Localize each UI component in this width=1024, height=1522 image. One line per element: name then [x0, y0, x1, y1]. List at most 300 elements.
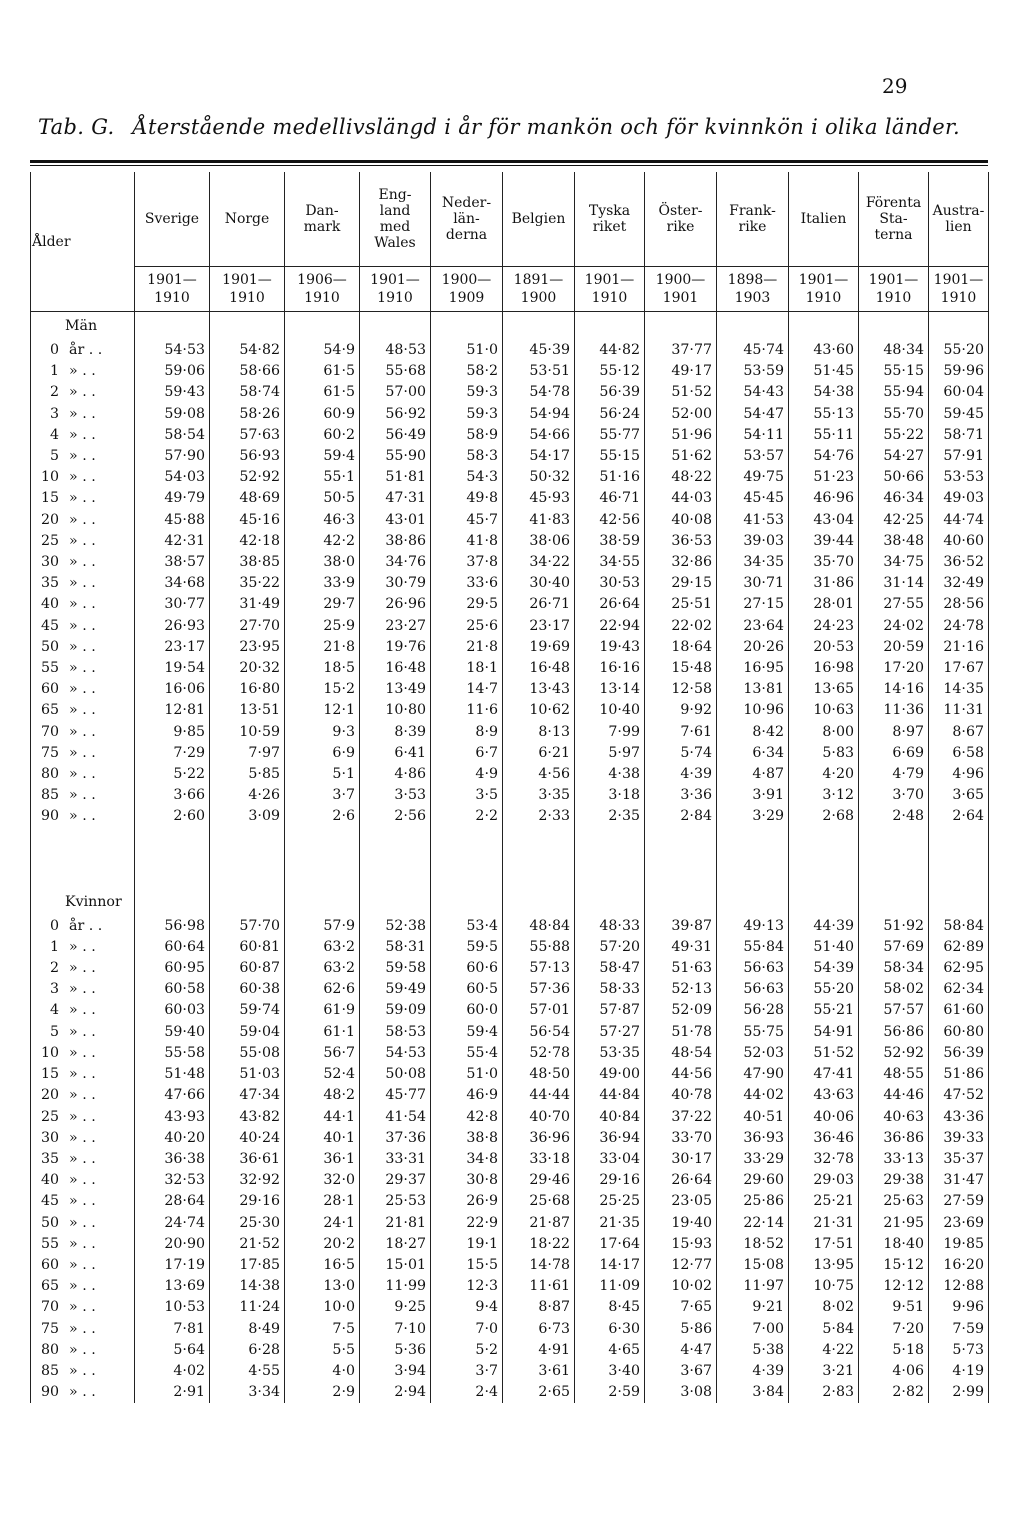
age-cell	[31, 446, 135, 467]
life-expectancy-cell: 38·06	[503, 531, 575, 552]
life-expectancy-cell: 40·20	[135, 1128, 210, 1149]
age-value: 5	[49, 448, 59, 465]
life-expectancy-cell: 8·39	[360, 722, 431, 743]
spacer-cell	[503, 828, 575, 888]
age-cell	[31, 594, 135, 615]
life-expectancy-cell: 60·81	[210, 937, 285, 958]
life-expectancy-cell: 55·90	[360, 446, 431, 467]
life-expectancy-cell: 16·5	[285, 1255, 360, 1276]
age-value: 70	[40, 723, 59, 740]
life-expectancy-cell: 54·66	[503, 425, 575, 446]
life-expectancy-cell: 5·74	[645, 743, 717, 764]
life-expectancy-cell: 23·69	[929, 1213, 989, 1234]
life-expectancy-cell: 45·16	[210, 510, 285, 531]
age-cell	[31, 1255, 135, 1276]
age-unit: » . .	[69, 469, 96, 486]
age-unit: » . .	[69, 981, 96, 998]
life-expectancy-cell: 55·4	[431, 1043, 503, 1064]
life-expectancy-cell: 51·52	[789, 1043, 859, 1064]
life-expectancy-cell: 52·00	[645, 404, 717, 425]
life-expectancy-cell: 61·60	[929, 1000, 989, 1021]
life-expectancy-cell: 12·81	[135, 700, 210, 721]
life-expectancy-cell: 53·59	[717, 361, 789, 382]
life-expectancy-cell: 11·36	[859, 700, 929, 721]
life-expectancy-cell: 24·74	[135, 1213, 210, 1234]
table-row	[31, 488, 989, 509]
life-expectancy-cell: 34·35	[717, 552, 789, 573]
life-expectancy-cell: 9·21	[717, 1297, 789, 1318]
life-expectancy-cell: 13·14	[575, 679, 645, 700]
life-expectancy-cell: 54·39	[789, 958, 859, 979]
life-expectancy-cell: 19·1	[431, 1234, 503, 1255]
life-expectancy-cell: 35·37	[929, 1149, 989, 1170]
life-expectancy-cell: 18·40	[859, 1234, 929, 1255]
life-expectancy-cell: 61·1	[285, 1022, 360, 1043]
life-expectancy-cell: 32·86	[645, 552, 717, 573]
life-expectancy-cell: 11·31	[929, 700, 989, 721]
life-expectancy-cell: 22·9	[431, 1213, 503, 1234]
age-unit: » . .	[69, 723, 96, 740]
age-cell	[31, 1361, 135, 1382]
table-row	[31, 658, 989, 679]
life-expectancy-cell: 50·5	[285, 488, 360, 509]
life-expectancy-cell: 21·81	[360, 1213, 431, 1234]
life-expectancy-cell: 2·48	[859, 806, 929, 827]
spacer-cell	[31, 828, 135, 888]
life-expectancy-cell: 55·20	[789, 979, 859, 1000]
age-cell	[31, 1000, 135, 1021]
age-value: 80	[40, 766, 59, 783]
life-expectancy-cell: 19·76	[360, 637, 431, 658]
life-expectancy-cell: 46·96	[789, 488, 859, 509]
table-row	[31, 361, 989, 382]
life-expectancy-cell: 34·55	[575, 552, 645, 573]
life-expectancy-cell: 41·83	[503, 510, 575, 531]
life-expectancy-cell: 27·15	[717, 594, 789, 615]
life-expectancy-cell: 59·09	[360, 1000, 431, 1021]
life-expectancy-cell: 24·23	[789, 616, 859, 637]
life-expectancy-cell: 7·59	[929, 1319, 989, 1340]
life-expectancy-cell: 2·65	[503, 1382, 575, 1403]
life-expectancy-cell: 33·13	[859, 1149, 929, 1170]
life-expectancy-cell: 14·38	[210, 1276, 285, 1297]
table-row	[31, 916, 989, 937]
life-expectancy-cell: 53·51	[503, 361, 575, 382]
life-expectancy-cell: 15·48	[645, 658, 717, 679]
age-value: 5	[49, 1023, 59, 1040]
life-expectancy-cell: 34·68	[135, 573, 210, 594]
spacer-cell	[645, 888, 717, 916]
table-row	[31, 1085, 989, 1106]
life-expectancy-cell: 46·34	[859, 488, 929, 509]
age-unit: » . .	[69, 1108, 96, 1125]
table-row	[31, 340, 989, 361]
life-expectancy-cell: 34·8	[431, 1149, 503, 1170]
life-expectancy-cell: 54·53	[360, 1043, 431, 1064]
life-expectancy-cell: 56·7	[285, 1043, 360, 1064]
age-unit: » . .	[69, 681, 96, 698]
life-expectancy-cell: 51·0	[431, 340, 503, 361]
life-expectancy-cell: 52·03	[717, 1043, 789, 1064]
life-expectancy-cell: 56·92	[360, 404, 431, 425]
life-expectancy-cell: 31·14	[859, 573, 929, 594]
life-expectancy-cell: 57·57	[859, 1000, 929, 1021]
age-value: 50	[40, 1214, 59, 1231]
life-expectancy-cell: 29·15	[645, 573, 717, 594]
life-expectancy-cell: 59·58	[360, 958, 431, 979]
life-expectancy-cell: 15·5	[431, 1255, 503, 1276]
life-expectancy-cell: 10·62	[503, 700, 575, 721]
life-expectancy-cell: 58·02	[859, 979, 929, 1000]
age-cell	[31, 382, 135, 403]
life-expectancy-cell: 59·96	[929, 361, 989, 382]
country-header: Italien	[789, 172, 859, 267]
life-expectancy-cell: 32·78	[789, 1149, 859, 1170]
period-start: 1901—	[222, 272, 272, 288]
life-expectancy-cell: 55·88	[503, 937, 575, 958]
life-expectancy-cell: 51·86	[929, 1064, 989, 1085]
life-expectancy-cell: 44·02	[717, 1085, 789, 1106]
life-expectancy-cell: 62·95	[929, 958, 989, 979]
life-expectancy-cell: 8·67	[929, 722, 989, 743]
table-row	[31, 1297, 989, 1318]
life-expectancy-cell: 3·40	[575, 1361, 645, 1382]
period-header	[575, 267, 645, 312]
table-row	[31, 425, 989, 446]
life-expectancy-cell: 21·52	[210, 1234, 285, 1255]
life-expectancy-cell: 23·17	[135, 637, 210, 658]
life-expectancy-cell: 40·60	[929, 531, 989, 552]
life-expectancy-cell: 20·26	[717, 637, 789, 658]
table-row	[31, 382, 989, 403]
spacer-cell	[503, 312, 575, 341]
life-expectancy-cell: 19·85	[929, 1234, 989, 1255]
life-expectancy-cell: 16·95	[717, 658, 789, 679]
life-expectancy-cell: 43·36	[929, 1107, 989, 1128]
age-unit: » . .	[69, 938, 96, 955]
table-row	[31, 573, 989, 594]
spacer-cell	[789, 312, 859, 341]
life-expectancy-cell: 12·88	[929, 1276, 989, 1297]
life-expectancy-cell: 54·94	[503, 404, 575, 425]
life-expectancy-cell: 51·16	[575, 467, 645, 488]
age-value: 15	[40, 1066, 59, 1083]
life-expectancy-cell: 44·1	[285, 1107, 360, 1128]
life-expectancy-cell: 25·25	[575, 1191, 645, 1212]
table-row	[31, 1382, 989, 1403]
life-expectancy-cell: 47·66	[135, 1085, 210, 1106]
life-expectancy-cell: 12·3	[431, 1276, 503, 1297]
life-expectancy-cell: 60·2	[285, 425, 360, 446]
life-expectancy-cell: 5·84	[789, 1319, 859, 1340]
age-cell	[31, 916, 135, 937]
life-expectancy-cell: 59·04	[210, 1022, 285, 1043]
life-expectancy-cell: 4·56	[503, 764, 575, 785]
life-expectancy-cell: 12·77	[645, 1255, 717, 1276]
age-unit: » . .	[69, 787, 96, 804]
life-expectancy-cell: 49·8	[431, 488, 503, 509]
period-end: 1909	[448, 290, 485, 306]
life-expectancy-cell: 5·18	[859, 1340, 929, 1361]
life-expectancy-cell: 59·5	[431, 937, 503, 958]
age-cell	[31, 1319, 135, 1340]
life-expectancy-cell: 25·21	[789, 1191, 859, 1212]
life-expectancy-cell: 18·1	[431, 658, 503, 679]
life-expectancy-cell: 23·64	[717, 616, 789, 637]
life-expectancy-cell: 32·0	[285, 1170, 360, 1191]
life-expectancy-cell: 9·92	[645, 700, 717, 721]
life-expectancy-cell: 44·84	[575, 1085, 645, 1106]
age-value: 45	[40, 1193, 59, 1210]
life-expectancy-cell: 3·08	[645, 1382, 717, 1403]
life-expectancy-cell: 9·85	[135, 722, 210, 743]
life-expectancy-cell: 14·78	[503, 1255, 575, 1276]
table-row	[31, 1043, 989, 1064]
life-expectancy-cell: 6·28	[210, 1340, 285, 1361]
life-expectancy-cell: 47·90	[717, 1064, 789, 1085]
age-unit: » . .	[69, 1320, 96, 1337]
life-expectancy-cell: 17·51	[789, 1234, 859, 1255]
life-expectancy-cell: 36·46	[789, 1128, 859, 1149]
life-expectancy-cell: 61·5	[285, 382, 360, 403]
age-cell	[31, 937, 135, 958]
life-expectancy-cell: 8·45	[575, 1297, 645, 1318]
life-expectancy-cell: 5·2	[431, 1340, 503, 1361]
life-expectancy-cell: 30·17	[645, 1149, 717, 1170]
life-expectancy-cell: 7·0	[431, 1319, 503, 1340]
life-expectancy-cell: 23·27	[360, 616, 431, 637]
life-expectancy-cell: 30·53	[575, 573, 645, 594]
age-value: 35	[40, 1150, 59, 1167]
life-expectancy-cell: 2·68	[789, 806, 859, 827]
age-unit: » . .	[69, 1214, 96, 1231]
life-expectancy-cell: 13·43	[503, 679, 575, 700]
age-cell	[31, 1107, 135, 1128]
table-row	[31, 1361, 989, 1382]
life-expectancy-cell: 29·03	[789, 1170, 859, 1191]
life-expectancy-cell: 48·22	[645, 467, 717, 488]
life-expectancy-cell: 6·73	[503, 1319, 575, 1340]
period-header	[789, 267, 859, 312]
life-expectancy-cell: 6·34	[717, 743, 789, 764]
life-expectancy-cell: 36·96	[503, 1128, 575, 1149]
life-expectancy-cell: 55·75	[717, 1022, 789, 1043]
life-expectancy-cell: 2·56	[360, 806, 431, 827]
life-expectancy-cell: 9·4	[431, 1297, 503, 1318]
life-expectancy-cell: 49·00	[575, 1064, 645, 1085]
age-value: 0	[49, 917, 59, 934]
table-row	[31, 785, 989, 806]
life-expectancy-cell: 23·17	[503, 616, 575, 637]
life-expectancy-cell: 60·03	[135, 1000, 210, 1021]
life-expectancy-cell: 6·58	[929, 743, 989, 764]
spacer-cell	[285, 828, 360, 888]
life-expectancy-cell: 51·92	[859, 916, 929, 937]
period-end: 1910	[229, 290, 265, 306]
life-expectancy-cell: 59·06	[135, 361, 210, 382]
life-expectancy-cell: 48·50	[503, 1064, 575, 1085]
life-expectancy-cell: 60·95	[135, 958, 210, 979]
period-header	[929, 267, 989, 312]
life-expectancy-cell: 2·84	[645, 806, 717, 827]
life-expectancy-cell: 60·58	[135, 979, 210, 1000]
life-expectancy-cell: 16·06	[135, 679, 210, 700]
period-header	[859, 267, 929, 312]
life-expectancy-cell: 26·64	[575, 594, 645, 615]
life-expectancy-cell: 13·0	[285, 1276, 360, 1297]
life-expectancy-cell: 33·31	[360, 1149, 431, 1170]
title-rule-thick	[30, 160, 988, 163]
age-value: 3	[49, 981, 59, 998]
life-expectancy-cell: 57·69	[859, 937, 929, 958]
life-expectancy-cell: 38·59	[575, 531, 645, 552]
life-expectancy-cell: 56·39	[929, 1043, 989, 1064]
life-expectancy-cell: 27·55	[859, 594, 929, 615]
life-expectancy-cell: 51·96	[645, 425, 717, 446]
age-unit: » . .	[69, 384, 96, 401]
life-expectancy-cell: 31·86	[789, 573, 859, 594]
life-expectancy-cell: 46·71	[575, 488, 645, 509]
life-expectancy-cell: 11·97	[717, 1276, 789, 1297]
table-row	[31, 1107, 989, 1128]
life-expectancy-table	[30, 172, 989, 1403]
life-expectancy-cell: 3·36	[645, 785, 717, 806]
age-cell	[31, 700, 135, 721]
life-expectancy-cell: 61·9	[285, 1000, 360, 1021]
life-expectancy-cell: 57·87	[575, 1000, 645, 1021]
life-expectancy-cell: 54·47	[717, 404, 789, 425]
age-value: 30	[40, 554, 59, 571]
life-expectancy-cell: 7·65	[645, 1297, 717, 1318]
age-cell	[31, 785, 135, 806]
table-row	[31, 722, 989, 743]
life-expectancy-cell: 40·1	[285, 1128, 360, 1149]
life-expectancy-cell: 11·6	[431, 700, 503, 721]
life-expectancy-cell: 41·54	[360, 1107, 431, 1128]
life-expectancy-cell: 4·47	[645, 1340, 717, 1361]
life-expectancy-cell: 22·94	[575, 616, 645, 637]
life-expectancy-cell: 9·3	[285, 722, 360, 743]
life-expectancy-cell: 3·7	[431, 1361, 503, 1382]
table-row	[31, 1128, 989, 1149]
age-unit: » . .	[69, 1362, 96, 1379]
age-unit: » . .	[69, 532, 96, 549]
life-expectancy-cell: 52·09	[645, 1000, 717, 1021]
life-expectancy-cell: 10·40	[575, 700, 645, 721]
life-expectancy-cell: 48·69	[210, 488, 285, 509]
life-expectancy-cell: 2·6	[285, 806, 360, 827]
period-start: 1901—	[147, 272, 197, 288]
age-unit: » . .	[69, 660, 96, 677]
life-expectancy-cell: 3·7	[285, 785, 360, 806]
life-expectancy-cell: 32·49	[929, 573, 989, 594]
age-value: 80	[40, 1341, 59, 1358]
period-end: 1910	[304, 290, 340, 306]
spacer-cell	[360, 888, 431, 916]
life-expectancy-cell: 18·5	[285, 658, 360, 679]
age-cell	[31, 488, 135, 509]
life-expectancy-cell: 14·7	[431, 679, 503, 700]
period-header	[360, 267, 431, 312]
age-cell	[31, 1149, 135, 1170]
life-expectancy-cell: 48·54	[645, 1043, 717, 1064]
life-expectancy-cell: 10·53	[135, 1297, 210, 1318]
age-unit: » . .	[69, 490, 96, 507]
life-expectancy-cell: 2·4	[431, 1382, 503, 1403]
spacer-cell	[210, 828, 285, 888]
life-expectancy-cell: 58·34	[859, 958, 929, 979]
life-expectancy-cell: 3·66	[135, 785, 210, 806]
life-expectancy-cell: 57·91	[929, 446, 989, 467]
age-column-header: Ålder	[31, 172, 135, 312]
life-expectancy-cell: 14·35	[929, 679, 989, 700]
spacer-cell	[575, 312, 645, 341]
life-expectancy-cell: 55·84	[717, 937, 789, 958]
life-expectancy-cell: 18·22	[503, 1234, 575, 1255]
life-expectancy-cell: 56·63	[717, 958, 789, 979]
age-cell	[31, 425, 135, 446]
life-expectancy-cell: 57·01	[503, 1000, 575, 1021]
age-cell	[31, 1128, 135, 1149]
life-expectancy-cell: 3·34	[210, 1382, 285, 1403]
table-row	[31, 1276, 989, 1297]
life-expectancy-cell: 8·42	[717, 722, 789, 743]
life-expectancy-cell: 5·36	[360, 1340, 431, 1361]
age-value: 10	[40, 1044, 59, 1061]
country-header: Austra- lien	[929, 172, 989, 267]
age-unit: » . .	[69, 1172, 96, 1189]
age-cell	[31, 958, 135, 979]
life-expectancy-cell: 29·16	[210, 1191, 285, 1212]
life-expectancy-cell: 2·35	[575, 806, 645, 827]
age-value: 85	[40, 787, 59, 804]
age-unit: » . .	[69, 554, 96, 571]
period-header	[645, 267, 717, 312]
life-expectancy-cell: 4·39	[645, 764, 717, 785]
life-expectancy-cell: 21·35	[575, 1213, 645, 1234]
life-expectancy-cell: 57·70	[210, 916, 285, 937]
life-expectancy-cell: 44·56	[645, 1064, 717, 1085]
life-expectancy-cell: 59·45	[929, 404, 989, 425]
life-expectancy-cell: 21·87	[503, 1213, 575, 1234]
table-row	[31, 700, 989, 721]
life-expectancy-cell: 39·03	[717, 531, 789, 552]
life-expectancy-cell: 55·1	[285, 467, 360, 488]
life-expectancy-cell: 3·65	[929, 785, 989, 806]
life-expectancy-cell: 14·16	[859, 679, 929, 700]
life-expectancy-cell: 3·12	[789, 785, 859, 806]
life-expectancy-cell: 52·38	[360, 916, 431, 937]
life-expectancy-cell: 17·67	[929, 658, 989, 679]
age-value: 0	[49, 342, 59, 358]
life-expectancy-cell: 2·60	[135, 806, 210, 827]
period-end: 1910	[377, 290, 413, 306]
life-expectancy-cell: 25·68	[503, 1191, 575, 1212]
life-expectancy-cell: 43·82	[210, 1107, 285, 1128]
life-expectancy-cell: 5·83	[789, 743, 859, 764]
spacer-cell	[135, 312, 210, 341]
life-expectancy-cell: 36·61	[210, 1149, 285, 1170]
life-expectancy-cell: 13·49	[360, 679, 431, 700]
life-expectancy-cell: 60·0	[431, 1000, 503, 1021]
life-expectancy-cell: 58·33	[575, 979, 645, 1000]
age-value: 90	[40, 1384, 59, 1401]
life-expectancy-cell: 56·54	[503, 1022, 575, 1043]
period-start: 1901—	[370, 272, 420, 288]
period-start: 1900—	[441, 272, 492, 288]
life-expectancy-cell: 51·45	[789, 361, 859, 382]
life-expectancy-cell: 29·38	[859, 1170, 929, 1191]
